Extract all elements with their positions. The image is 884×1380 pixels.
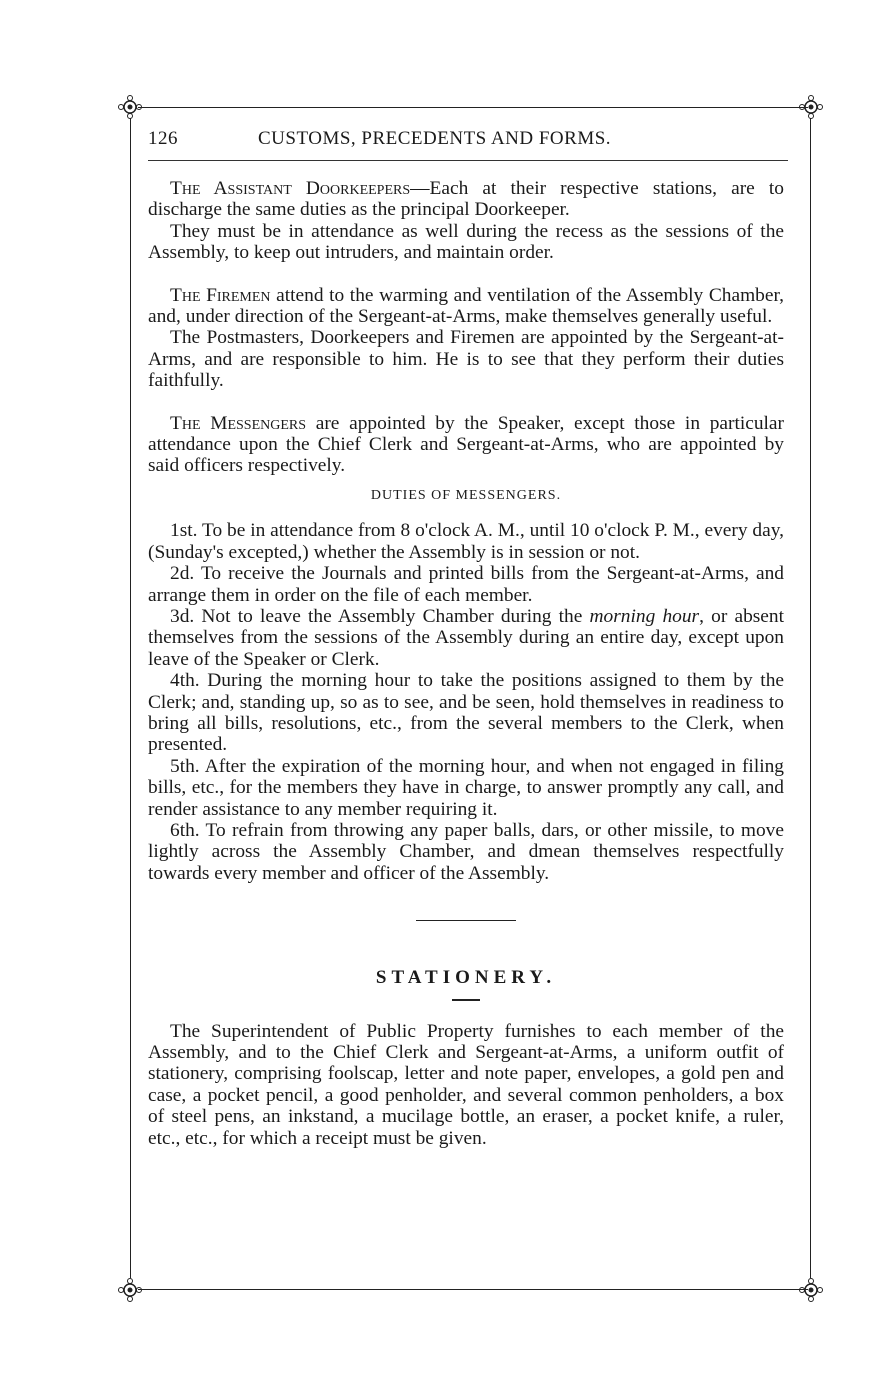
duty-item: 4th. During the morning hour to take the positions assigned to them by the Clerk; and, standing up, so as to see, and be seen, hold themselves in readiness to bring all bills, resolutions, etc., from the several members to the Clerk, when presented.: [148, 670, 784, 756]
running-title: CUSTOMS, PRECEDENTS AND FORMS.: [258, 128, 612, 149]
paragraph-messengers: [148, 413, 784, 477]
paragraph-text: —Each at their respective stations, are to discharge the same duties as the principal Doorkeeper.: [148, 178, 784, 221]
duty-item: 5th. After the expiration of the morning hour, and when not engaged in filing bills, etc., for the members they have in charge, to answer promptly any call, and render assistance to any member requiring it.: [148, 755, 784, 820]
page-body: [148, 178, 784, 1149]
duties-heading: DUTIES OF MESSENGERS.: [370, 487, 562, 503]
section-title-rule: [452, 999, 480, 1001]
page-number: 126: [148, 128, 178, 149]
frame-right-rule: [810, 118, 811, 1278]
duty-item: 1st. To be in attendance from 8 o'clock A. M., until 10 o'clock P. M., every day, (Sunday's excepted,) whether the Assembly is in session or not.: [148, 520, 784, 563]
paragraph-recess: They must be in attendance as well during the recess as the sessions of the Assembly, to keep out intruders, and maintain order.: [148, 220, 784, 264]
duty-text: , or absent themselves from the sessions of the Assembly during an entire day, except upon leave of the Speaker or Clerk.: [148, 605, 785, 670]
corner-ornament-icon: [116, 1276, 144, 1304]
section-divider: [416, 920, 516, 921]
frame-bottom-rule: [138, 1289, 808, 1290]
header-rule: [148, 160, 788, 161]
duty-italic-text: morning hour: [589, 605, 700, 627]
paragraph-lead: The Assistant Doorkeepers: [170, 178, 411, 199]
paragraph-stationery: The Superintendent of Public Property furnishes to each member of the Assembly, and to the Chief Clerk and Sergeant-at-Arms, a uniform outfit of stationery, comprising foolscap, letter and note paper, envelopes, a gold pen and case, a pocket pencil, a good penholder, and several common penholders, a box of steel pens, an inkstand, a mucilage bottle, an eraser, a pocket knife, a ruler, etc., etc., for which a receipt must be given.: [148, 1020, 784, 1149]
duty-item: 6th. To refrain from throwing any paper balls, dars, or other missile, to move lightly across the Assembly Chamber, and dmean themselves respectfully towards every member and officer of the Assembly.: [148, 819, 784, 884]
paragraph-lead: The Firemen: [170, 284, 271, 306]
paragraph-text: are appointed by the Speaker, except those in particular attendance upon the Chief Clerk and Sergeant-at-Arms, who are appointed by said officers respectively.: [148, 412, 785, 477]
corner-ornament-icon: [797, 1276, 825, 1304]
corner-ornament-icon: [797, 93, 825, 121]
duty-item: 2d. To receive the Journals and printed bills from the Sergeant-at-Arms, and arrange them in order on the file of each member.: [148, 563, 784, 606]
paragraph-lead: The Messengers: [170, 412, 307, 434]
corner-ornament-icon: [116, 93, 144, 121]
page-header: [148, 128, 788, 158]
paragraph-assistant-doorkeepers: [148, 178, 784, 221]
paragraph-text: attend to the warming and ventilation of the Assembly Chamber, and, under direction of the Sergeant-at-Arms, make themselves generally useful.: [148, 284, 784, 328]
duty-item: [148, 606, 784, 670]
paragraph-firemen: [148, 285, 784, 328]
paragraph-appointed: The Postmasters, Doorkeepers and Firemen are appointed by the Sergeant-at-Arms, and are responsible to him. He is to see that they perform their duties faithfully.: [148, 327, 784, 392]
frame-top-rule: [138, 107, 808, 108]
stationery-title: STATIONERY.: [375, 967, 557, 989]
frame-left-rule: [130, 118, 131, 1278]
duty-text: 3d. Not to leave the Assembly Chamber during the: [170, 605, 590, 627]
